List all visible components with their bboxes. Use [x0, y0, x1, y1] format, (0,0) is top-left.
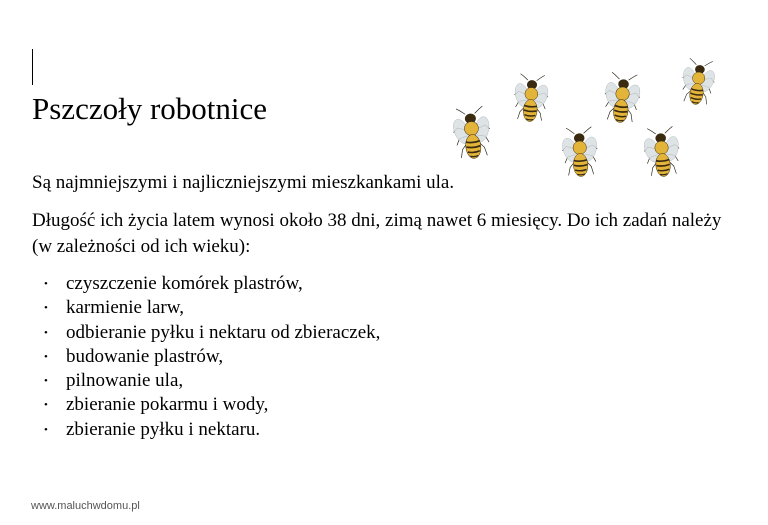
- list-item: [32, 345, 380, 369]
- bullet-icon: •: [44, 350, 48, 363]
- worker-bee-icon: [672, 47, 725, 118]
- list-item-text: budowanie plastrów,: [66, 345, 224, 367]
- list-item-text: zbieranie pyłku i nektaru.: [66, 418, 261, 440]
- bullet-icon: •: [44, 302, 48, 315]
- bullet-icon: •: [44, 278, 48, 290]
- list-item: [32, 393, 380, 417]
- list-item: [32, 418, 380, 442]
- list-item-text: karmienie larw,: [66, 297, 184, 319]
- list-item-text: zbieranie pokarmu i wody,: [66, 394, 269, 416]
- list-item: [32, 296, 380, 320]
- page-title: Pszczoły robotnice: [32, 91, 268, 126]
- intro-paragraph: Są najmniejszymi i najliczniejszymi mieszkankami ula.: [32, 172, 455, 193]
- worker-bee-icon: [506, 62, 557, 135]
- lifespan-paragraph: Długość ich życia latem wynosi około 38 dni, zimą nawet 6 miesięcy. Do ich zadań należy (w zależności od ich wieku):: [32, 210, 722, 257]
- bullet-icon: •: [44, 326, 48, 339]
- duties-list: [32, 272, 380, 442]
- list-item-text: pilnowanie ula,: [66, 370, 184, 392]
- worker-bee-icon: [444, 98, 501, 171]
- list-item: [32, 272, 380, 296]
- list-item-text: czyszczenie komórek plastrów,: [66, 273, 303, 294]
- list-item-text: odbieranie pyłku i nektaru od zbieraczek,: [66, 321, 381, 343]
- bullet-icon: •: [44, 375, 48, 388]
- bullet-icon: •: [44, 399, 48, 412]
- text-cursor: [32, 49, 33, 85]
- footer-url: www.maluchwdomu.pl: [31, 500, 140, 512]
- list-item: [32, 369, 380, 393]
- bullet-icon: •: [44, 423, 48, 436]
- list-item: [32, 321, 380, 345]
- worker-bee-icon: [635, 116, 689, 190]
